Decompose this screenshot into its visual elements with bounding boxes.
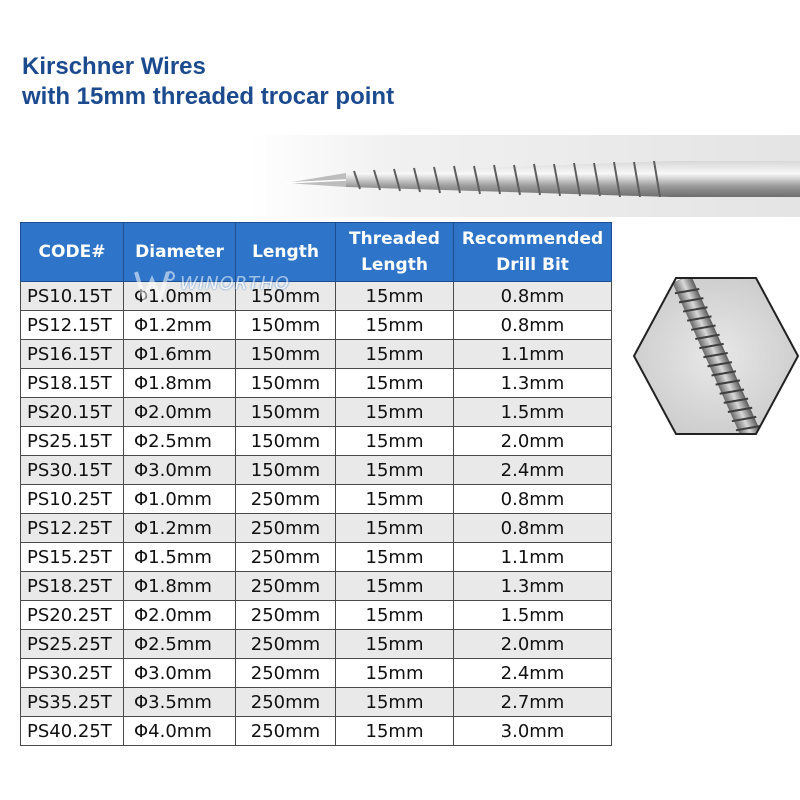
cell-drill: 1.3mm bbox=[454, 572, 612, 601]
cell-drill: 1.1mm bbox=[454, 340, 612, 369]
cell-drill: 2.0mm bbox=[454, 427, 612, 456]
cell-code: PS35.25T bbox=[21, 688, 124, 717]
cell-length: 150mm bbox=[236, 311, 336, 340]
table-row bbox=[21, 659, 612, 688]
cell-drill: 2.4mm bbox=[454, 456, 612, 485]
page-title bbox=[22, 52, 394, 112]
table-row bbox=[21, 427, 612, 456]
cell-threaded: 15mm bbox=[336, 601, 454, 630]
table-row bbox=[21, 543, 612, 572]
cell-code: PS30.25T bbox=[21, 659, 124, 688]
cell-drill: 0.8mm bbox=[454, 311, 612, 340]
cell-code: PS25.15T bbox=[21, 427, 124, 456]
cell-code: PS15.25T bbox=[21, 543, 124, 572]
cell-length: 150mm bbox=[236, 369, 336, 398]
table-row bbox=[21, 282, 612, 311]
spec-table bbox=[20, 222, 612, 746]
cell-code: PS25.25T bbox=[21, 630, 124, 659]
cell-drill: 2.4mm bbox=[454, 659, 612, 688]
table-row bbox=[21, 514, 612, 543]
table-row bbox=[21, 485, 612, 514]
table-row bbox=[21, 572, 612, 601]
cell-length: 250mm bbox=[236, 601, 336, 630]
cell-length: 250mm bbox=[236, 688, 336, 717]
cell-threaded: 15mm bbox=[336, 514, 454, 543]
title-line-2: with 15mm threaded trocar point bbox=[22, 83, 395, 110]
cell-threaded: 15mm bbox=[336, 543, 454, 572]
cell-drill: 1.1mm bbox=[454, 543, 612, 572]
cell-threaded: 15mm bbox=[336, 485, 454, 514]
cell-threaded: 15mm bbox=[336, 398, 454, 427]
cell-length: 250mm bbox=[236, 572, 336, 601]
cell-code: PS10.15T bbox=[21, 282, 124, 311]
watermark-text: WINORTHO bbox=[180, 273, 290, 294]
cell-diameter: Φ1.5mm bbox=[124, 543, 236, 572]
table-row bbox=[21, 398, 612, 427]
cell-length: 150mm bbox=[236, 398, 336, 427]
header-threaded-length: Threaded Length bbox=[336, 223, 454, 282]
cell-length: 250mm bbox=[236, 717, 336, 746]
cell-code: PS10.25T bbox=[21, 485, 124, 514]
cell-diameter: Φ1.8mm bbox=[124, 369, 236, 398]
cell-threaded: 15mm bbox=[336, 369, 454, 398]
header-diameter: Diameter bbox=[124, 223, 236, 282]
header-code: CODE# bbox=[21, 223, 124, 282]
cell-diameter: Φ1.2mm bbox=[124, 311, 236, 340]
cell-diameter: Φ3.5mm bbox=[124, 688, 236, 717]
cell-diameter: Φ1.6mm bbox=[124, 340, 236, 369]
cell-threaded: 15mm bbox=[336, 717, 454, 746]
cell-diameter: Φ3.0mm bbox=[124, 659, 236, 688]
cell-diameter: Φ1.2mm bbox=[124, 514, 236, 543]
cell-diameter: Φ2.0mm bbox=[124, 601, 236, 630]
cell-length: 250mm bbox=[236, 485, 336, 514]
cell-length: 250mm bbox=[236, 659, 336, 688]
cell-code: PS18.25T bbox=[21, 572, 124, 601]
cell-diameter: Φ2.5mm bbox=[124, 427, 236, 456]
table-row bbox=[21, 688, 612, 717]
cell-threaded: 15mm bbox=[336, 659, 454, 688]
cell-length: 150mm bbox=[236, 340, 336, 369]
cell-threaded: 15mm bbox=[336, 572, 454, 601]
cell-code: PS40.25T bbox=[21, 717, 124, 746]
cell-drill: 1.5mm bbox=[454, 398, 612, 427]
cell-code: PS20.15T bbox=[21, 398, 124, 427]
cell-diameter: Φ1.8mm bbox=[124, 572, 236, 601]
cell-diameter: Φ4.0mm bbox=[124, 717, 236, 746]
table-row bbox=[21, 601, 612, 630]
cell-drill: 2.0mm bbox=[454, 630, 612, 659]
cell-length: 250mm bbox=[236, 630, 336, 659]
cell-diameter: Φ2.5mm bbox=[124, 630, 236, 659]
cell-diameter: Φ1.0mm bbox=[124, 282, 236, 311]
cell-drill: 3.0mm bbox=[454, 717, 612, 746]
cell-drill: 0.8mm bbox=[454, 485, 612, 514]
cell-threaded: 15mm bbox=[336, 427, 454, 456]
cell-threaded: 15mm bbox=[336, 340, 454, 369]
cell-code: PS16.15T bbox=[21, 340, 124, 369]
cell-drill: 2.7mm bbox=[454, 688, 612, 717]
table-row bbox=[21, 340, 612, 369]
header-drill-bit: Recommended Drill Bit bbox=[454, 223, 612, 282]
cell-length: 150mm bbox=[236, 282, 336, 311]
table-row bbox=[21, 630, 612, 659]
cell-length: 150mm bbox=[236, 427, 336, 456]
cell-threaded: 15mm bbox=[336, 282, 454, 311]
cell-length: 150mm bbox=[236, 456, 336, 485]
cell-threaded: 15mm bbox=[336, 456, 454, 485]
tip-closeup-photo bbox=[632, 276, 800, 436]
title-line-1: Kirschner Wires bbox=[22, 53, 206, 80]
wire-photo bbox=[250, 135, 800, 217]
cell-drill: 1.5mm bbox=[454, 601, 612, 630]
table-row bbox=[21, 717, 612, 746]
cell-code: PS12.15T bbox=[21, 311, 124, 340]
table-header-row bbox=[21, 223, 612, 282]
cell-diameter: Φ1.0mm bbox=[124, 485, 236, 514]
cell-threaded: 15mm bbox=[336, 630, 454, 659]
cell-diameter: Φ2.0mm bbox=[124, 398, 236, 427]
cell-diameter: Φ3.0mm bbox=[124, 456, 236, 485]
cell-code: PS20.25T bbox=[21, 601, 124, 630]
cell-code: PS18.15T bbox=[21, 369, 124, 398]
table-row bbox=[21, 311, 612, 340]
cell-code: PS30.15T bbox=[21, 456, 124, 485]
cell-code: PS12.25T bbox=[21, 514, 124, 543]
cell-threaded: 15mm bbox=[336, 311, 454, 340]
cell-drill: 1.3mm bbox=[454, 369, 612, 398]
cell-drill: 0.8mm bbox=[454, 514, 612, 543]
header-length: Length bbox=[236, 223, 336, 282]
cell-length: 250mm bbox=[236, 543, 336, 572]
cell-threaded: 15mm bbox=[336, 688, 454, 717]
table-row bbox=[21, 456, 612, 485]
table-row bbox=[21, 369, 612, 398]
cell-length: 250mm bbox=[236, 514, 336, 543]
cell-drill: 0.8mm bbox=[454, 282, 612, 311]
